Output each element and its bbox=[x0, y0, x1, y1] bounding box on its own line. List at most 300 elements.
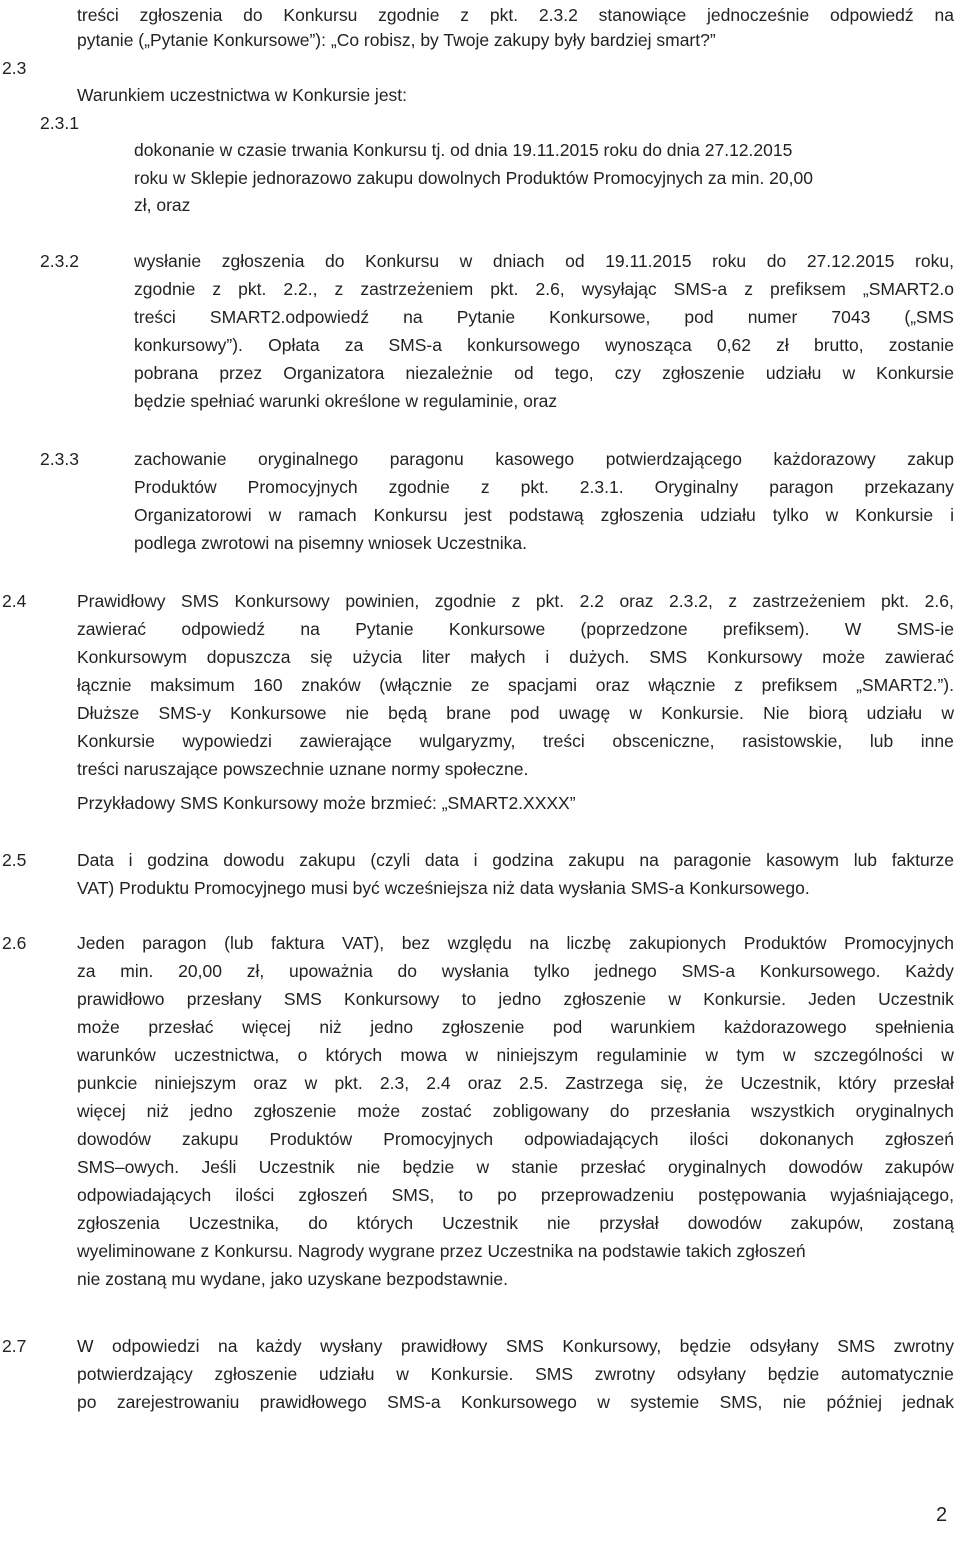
word: Konkursie bbox=[77, 731, 155, 751]
word: zakupu bbox=[182, 1129, 239, 1149]
word: których bbox=[325, 1045, 383, 1065]
word: godzina bbox=[492, 850, 554, 870]
word: Konkursowy bbox=[707, 647, 803, 667]
word: SMS, bbox=[391, 1185, 435, 1205]
word: warunków bbox=[77, 1045, 156, 1065]
word: z bbox=[212, 279, 222, 299]
word: 2.6, bbox=[924, 591, 954, 611]
word: więcej bbox=[242, 1017, 291, 1037]
word: będzie bbox=[767, 1364, 820, 1384]
word: odpowiadających bbox=[524, 1129, 659, 1149]
word: w bbox=[705, 1045, 718, 1065]
word: treści bbox=[542, 731, 585, 751]
word: obsceniczne, bbox=[612, 731, 715, 751]
word: odsyłany bbox=[676, 1364, 746, 1384]
word: Konkursie. bbox=[661, 703, 744, 723]
text-line bbox=[77, 1331, 954, 1361]
word: dowodów bbox=[77, 1129, 151, 1149]
word: Dłuższe bbox=[77, 703, 140, 723]
word: biorą bbox=[808, 703, 848, 723]
word: rasistowskie, bbox=[742, 731, 843, 751]
word: SMS-a bbox=[673, 279, 728, 299]
word: dowodu bbox=[223, 850, 285, 870]
word: na bbox=[300, 619, 320, 639]
word: małych bbox=[470, 647, 526, 667]
word: na bbox=[934, 5, 954, 25]
word: na bbox=[218, 1336, 238, 1356]
word: za bbox=[77, 961, 96, 981]
word: dowodów bbox=[788, 1157, 863, 1177]
text-line bbox=[77, 1387, 954, 1417]
word: treści naruszające powszechnie uznane normy społeczne. bbox=[77, 759, 529, 779]
word: Pytanie bbox=[456, 307, 516, 327]
word: w bbox=[465, 1045, 479, 1065]
word: o bbox=[297, 1045, 308, 1065]
word: treści bbox=[77, 5, 119, 25]
word: pkt. bbox=[238, 279, 267, 299]
word: (poprzedzone bbox=[580, 619, 688, 639]
word: oryginalnych bbox=[667, 1157, 767, 1177]
word: po bbox=[77, 1392, 97, 1412]
word: fakturze bbox=[891, 850, 954, 870]
word: zgłoszenia bbox=[221, 251, 305, 271]
word: (czyli bbox=[370, 850, 411, 870]
word: stanowiące bbox=[598, 5, 687, 25]
word: przez bbox=[219, 363, 263, 383]
word: na bbox=[529, 933, 549, 953]
word: (lub bbox=[224, 933, 254, 953]
word: stanie bbox=[511, 1157, 559, 1177]
word: z bbox=[744, 279, 753, 299]
word: Konkursowe, bbox=[549, 307, 651, 327]
word: dopuszcza bbox=[206, 647, 291, 667]
word: jedno bbox=[189, 1101, 233, 1121]
word: zgłoszenie bbox=[441, 1017, 525, 1037]
word: SMS-y bbox=[158, 703, 211, 723]
word: że bbox=[704, 1073, 724, 1093]
word: pkt. bbox=[489, 5, 519, 25]
word: szczególności bbox=[813, 1045, 923, 1065]
word: z bbox=[334, 279, 344, 299]
text-line bbox=[134, 386, 557, 416]
word: zgodnie bbox=[134, 279, 196, 299]
text-line bbox=[134, 358, 954, 388]
word: każdy bbox=[255, 1336, 302, 1356]
word: SMS, bbox=[719, 1392, 763, 1412]
section-number: 2.3.3 bbox=[40, 449, 79, 469]
word: Pytanie bbox=[355, 619, 414, 639]
word: Konkursie. bbox=[430, 1364, 514, 1384]
word: SMS-ie bbox=[896, 619, 954, 639]
word: maksimum bbox=[150, 675, 235, 695]
word: zarejestrowaniu bbox=[116, 1392, 240, 1412]
word: podstawą bbox=[508, 505, 584, 525]
word: zakup bbox=[907, 449, 954, 469]
word: przeprowadzeniu bbox=[540, 1185, 675, 1205]
word: łącznie bbox=[77, 675, 132, 695]
word: jednocześnie bbox=[707, 5, 810, 25]
text-line bbox=[77, 1208, 954, 1238]
word: ze bbox=[470, 675, 490, 695]
word: pod bbox=[684, 307, 714, 327]
word: jednak bbox=[902, 1392, 954, 1412]
word: z bbox=[460, 5, 470, 25]
word: dokonanych bbox=[759, 1129, 854, 1149]
word: niż bbox=[319, 1017, 342, 1037]
word: tylko bbox=[772, 505, 809, 525]
word: Data bbox=[77, 850, 114, 870]
word: Produktów bbox=[269, 1129, 353, 1149]
word: zgłoszenie bbox=[214, 1364, 298, 1384]
word: zł, oraz bbox=[134, 195, 191, 215]
text-line bbox=[77, 1152, 954, 1182]
text-line bbox=[77, 873, 810, 903]
word: punkcie bbox=[77, 1073, 138, 1093]
word: lub bbox=[853, 850, 878, 870]
word: zakupów bbox=[884, 1157, 954, 1177]
word: postępowania bbox=[698, 1185, 807, 1205]
word: warunkiem bbox=[610, 1017, 696, 1037]
text-line bbox=[134, 528, 527, 558]
word: z bbox=[511, 591, 521, 611]
word: będzie bbox=[402, 1157, 455, 1177]
word: będzie spełniać warunki określone w regulaminie, oraz bbox=[134, 391, 558, 411]
word: za bbox=[344, 335, 364, 355]
word: tylko bbox=[533, 961, 570, 981]
word: zgłoszenia bbox=[77, 1213, 160, 1233]
word: wyjaśniającego, bbox=[830, 1185, 954, 1205]
word: powinien, bbox=[345, 591, 420, 611]
word: VAT), bbox=[342, 933, 385, 953]
word: pkt. bbox=[880, 591, 910, 611]
word: prawidłowy bbox=[400, 1336, 488, 1356]
text-line bbox=[77, 928, 954, 958]
word: ilości bbox=[689, 1129, 729, 1149]
text-line bbox=[77, 1180, 954, 1210]
word: zastrzeżeniem bbox=[752, 591, 866, 611]
word: i bbox=[128, 850, 133, 870]
word: Konkursowy bbox=[234, 591, 330, 611]
word: podlega zwrotowi na pisemny wniosek Uczestnika. bbox=[134, 533, 527, 553]
word: niniejszym bbox=[154, 1073, 237, 1093]
word: 2.6, bbox=[535, 279, 565, 299]
word: w bbox=[396, 1364, 409, 1384]
word: w bbox=[825, 505, 839, 525]
word: Konkursu bbox=[283, 5, 358, 25]
word: niniejszym bbox=[496, 1045, 579, 1065]
word: z bbox=[728, 591, 738, 611]
text-line bbox=[134, 135, 792, 165]
word: od bbox=[514, 363, 534, 383]
word: („SMS bbox=[904, 307, 954, 327]
word: od bbox=[565, 251, 585, 271]
text-line bbox=[134, 444, 954, 474]
word: do bbox=[243, 5, 263, 25]
text-line bbox=[134, 302, 954, 332]
word: Promocyjnych bbox=[383, 1129, 494, 1149]
word: Uczestnik, bbox=[740, 1073, 822, 1093]
word: SMS-a bbox=[387, 1392, 441, 1412]
word: przesłania bbox=[650, 1101, 731, 1121]
text-line bbox=[77, 586, 954, 616]
word: SMS bbox=[283, 989, 322, 1009]
word: których bbox=[356, 1213, 414, 1233]
word: zł, bbox=[246, 961, 265, 981]
word: Produktów bbox=[134, 477, 217, 497]
word: włącznie bbox=[648, 675, 716, 695]
word: SMS bbox=[505, 1336, 544, 1356]
text-line bbox=[77, 956, 954, 986]
text-line bbox=[134, 500, 954, 530]
word: 27.12.2015 bbox=[806, 251, 895, 271]
word: oraz bbox=[253, 1073, 288, 1093]
word: i bbox=[950, 505, 954, 525]
word: Konkursowym bbox=[77, 647, 187, 667]
word: niezależnie bbox=[405, 363, 494, 383]
word: Promocyjnych bbox=[247, 477, 358, 497]
word: prefiksem bbox=[769, 279, 846, 299]
text-line bbox=[77, 1040, 954, 1070]
word: wulgaryzmy, bbox=[419, 731, 516, 751]
word: pkt. bbox=[334, 1073, 363, 1093]
word: prawidłowo bbox=[77, 989, 165, 1009]
word: Zastrzega bbox=[565, 1073, 644, 1093]
text-line bbox=[77, 642, 954, 672]
word: zastrzeżeniem bbox=[360, 279, 474, 299]
word: dowodów bbox=[687, 1213, 762, 1233]
section-number: 2.7 bbox=[2, 1336, 27, 1356]
word: to bbox=[461, 989, 477, 1009]
word: VAT) Produktu Promocyjnego musi być wcześniejsza niż data wysłania SMS-a Konkursowego. bbox=[77, 878, 810, 898]
section-number: 2.3.2 bbox=[40, 251, 79, 271]
word: prefiksem). bbox=[722, 619, 810, 639]
word: udziału bbox=[700, 505, 756, 525]
word: tym bbox=[736, 1045, 765, 1065]
word: może bbox=[77, 1017, 120, 1037]
word: przesłał bbox=[893, 1073, 954, 1093]
text-line bbox=[77, 754, 528, 784]
word: do bbox=[397, 961, 417, 981]
word: SMS–owych. bbox=[77, 1157, 180, 1177]
word: się, bbox=[660, 1073, 688, 1093]
word: faktura bbox=[270, 933, 325, 953]
word: udziału bbox=[318, 1364, 375, 1384]
word: każdorazowy bbox=[773, 449, 876, 469]
word: Konkursie. bbox=[703, 989, 786, 1009]
word: który bbox=[838, 1073, 877, 1093]
word: oryginalnych bbox=[855, 1101, 954, 1121]
word: roku, bbox=[915, 251, 954, 271]
word: jest bbox=[464, 505, 492, 525]
word: zgłoszenia bbox=[139, 5, 223, 25]
word: zgłoszenie bbox=[662, 363, 745, 383]
word: spełnienia bbox=[875, 1017, 954, 1037]
word: SMS bbox=[837, 1336, 876, 1356]
word: brutto, bbox=[813, 335, 864, 355]
word: Prawidłowy bbox=[77, 591, 166, 611]
word: wyeliminowane z Konkursu. Nagrody wygrane przez Uczestnika na podstawie takich zgłoszeń bbox=[77, 1241, 806, 1261]
word: wysłanie bbox=[134, 251, 202, 271]
word: przesłać bbox=[148, 1017, 214, 1037]
word: Warunkiem uczestnictwa w Konkursie jest: bbox=[77, 85, 408, 105]
word: i bbox=[545, 647, 550, 667]
word: dokonanie w czasie trwania Konkursu tj. od dnia 19.11.2015 roku do dnia 27.12.2015 bbox=[134, 140, 793, 160]
word: lub bbox=[869, 731, 894, 751]
word: zakupionych bbox=[628, 933, 727, 953]
word: data bbox=[424, 850, 459, 870]
word: zawierać bbox=[884, 647, 954, 667]
word: w bbox=[842, 363, 856, 383]
word: zostaną bbox=[892, 1213, 954, 1233]
word: w bbox=[459, 251, 473, 271]
text-line bbox=[134, 163, 813, 193]
word: min. bbox=[120, 961, 154, 981]
word: pkt. bbox=[520, 477, 549, 497]
word: zawierające bbox=[299, 731, 392, 751]
word: odpowiadających bbox=[77, 1185, 212, 1205]
section-number: 2.6 bbox=[2, 933, 27, 953]
word: przekazany bbox=[864, 477, 954, 497]
word: zawierać bbox=[77, 619, 147, 639]
word: 20,00 bbox=[178, 961, 222, 981]
word: nie bbox=[782, 1392, 807, 1412]
word: Konkursowego. bbox=[759, 961, 881, 981]
word: liczbę bbox=[566, 933, 612, 953]
word: w bbox=[782, 1045, 796, 1065]
word: SMS-a bbox=[388, 335, 442, 355]
word: SMART2.odpowiedź bbox=[209, 307, 370, 327]
word: Promocyjnych bbox=[844, 933, 954, 953]
word: będzie bbox=[679, 1336, 732, 1356]
word: nie bbox=[345, 703, 369, 723]
word: w bbox=[629, 703, 643, 723]
word: czy bbox=[614, 363, 641, 383]
text-line bbox=[77, 80, 407, 110]
word: zgodnie bbox=[434, 591, 497, 611]
word: automatycznie bbox=[841, 1364, 954, 1384]
word: pod bbox=[510, 703, 540, 723]
word: uwagę bbox=[558, 703, 611, 723]
word: W bbox=[77, 1336, 94, 1356]
word: jedno bbox=[370, 1017, 414, 1037]
text-line bbox=[134, 472, 954, 502]
word: dniach bbox=[492, 251, 545, 271]
word: to bbox=[458, 1185, 474, 1205]
word: numer bbox=[747, 307, 798, 327]
word: Oryginalny bbox=[654, 477, 739, 497]
word: zakupu bbox=[568, 850, 625, 870]
word: Konkursie bbox=[855, 505, 934, 525]
word: wypowiedzi bbox=[182, 731, 272, 751]
word: oraz bbox=[595, 675, 630, 695]
word: na bbox=[639, 850, 659, 870]
word: Uczestnika, bbox=[188, 1213, 280, 1233]
word: każdorazowego bbox=[723, 1017, 847, 1037]
word: bez bbox=[401, 933, 431, 953]
word: nie bbox=[546, 1213, 571, 1233]
word: 2.3.2 bbox=[538, 5, 578, 25]
word: paragonie bbox=[673, 850, 752, 870]
text-line bbox=[134, 330, 954, 360]
word: roku w Sklepie jednorazowo zakupu dowolnych Produktów Promocyjnych za min. 20,00 bbox=[134, 168, 813, 188]
word: „SMART2.o bbox=[862, 279, 954, 299]
word: wynosząca bbox=[605, 335, 692, 355]
text-line bbox=[77, 984, 954, 1014]
section-number: 2.3.1 bbox=[40, 113, 79, 133]
word: Uczestnik bbox=[442, 1213, 518, 1233]
word: użycia bbox=[352, 647, 403, 667]
word: więcej bbox=[77, 1101, 126, 1121]
word: z bbox=[480, 477, 490, 497]
word: mowa bbox=[400, 1045, 448, 1065]
word: odpowiedź bbox=[829, 5, 914, 25]
word: Konkursowy, bbox=[562, 1336, 662, 1356]
word: przysłał bbox=[599, 1213, 659, 1233]
section-number: 2.3 bbox=[2, 58, 27, 78]
word: nie bbox=[356, 1157, 381, 1177]
word: Konkursowego bbox=[461, 1392, 577, 1412]
word: zostać bbox=[421, 1101, 472, 1121]
word: inne bbox=[920, 731, 954, 751]
word: oraz bbox=[467, 1073, 502, 1093]
text-line bbox=[77, 614, 954, 644]
word: może bbox=[357, 1101, 401, 1121]
word: do bbox=[609, 1101, 630, 1121]
word: oraz bbox=[619, 591, 654, 611]
word: tego, bbox=[554, 363, 594, 383]
text-line bbox=[77, 1359, 954, 1389]
word: konkursowy”). bbox=[134, 335, 243, 355]
word: przesłany bbox=[186, 989, 262, 1009]
section-number: 2.4 bbox=[2, 591, 27, 611]
word: 2.3.1. bbox=[579, 477, 624, 497]
word: 0,62 bbox=[716, 335, 751, 355]
word: pkt. bbox=[535, 591, 565, 611]
text-line bbox=[77, 698, 954, 728]
word: zgłoszeń bbox=[884, 1129, 954, 1149]
word: jedno bbox=[498, 989, 542, 1009]
word: zakupu bbox=[299, 850, 356, 870]
word: znaków bbox=[301, 675, 361, 695]
text-line bbox=[134, 190, 190, 220]
word: Konkursowe bbox=[230, 703, 327, 723]
word: Opłata bbox=[268, 335, 320, 355]
word: treści bbox=[134, 307, 176, 327]
word: paragon bbox=[142, 933, 207, 953]
word: przesłać bbox=[580, 1157, 646, 1177]
word: 2.2 bbox=[579, 591, 604, 611]
word: potwierdzającego bbox=[605, 449, 742, 469]
word: wszystkich bbox=[751, 1101, 835, 1121]
word: Uczestnik bbox=[878, 989, 954, 1009]
word: zgłoszenie bbox=[563, 989, 647, 1009]
word: odsyłany bbox=[749, 1336, 819, 1356]
word: pkt. bbox=[490, 279, 519, 299]
word: paragon bbox=[769, 477, 834, 497]
page-number: 2 bbox=[936, 1504, 948, 1526]
word: pobrana bbox=[134, 363, 199, 383]
word: systemie bbox=[630, 1392, 700, 1412]
word: roku bbox=[712, 251, 747, 271]
word: oryginalnego bbox=[258, 449, 359, 469]
word: później bbox=[826, 1392, 882, 1412]
word: po bbox=[497, 1185, 517, 1205]
text-line bbox=[134, 246, 954, 276]
word: (włącznie bbox=[379, 675, 453, 695]
word: Każdy bbox=[905, 961, 954, 981]
word: Przykładowy SMS Konkursowy może brzmieć: „SMART2.XXXX” bbox=[77, 793, 576, 813]
text-line bbox=[77, 670, 954, 700]
